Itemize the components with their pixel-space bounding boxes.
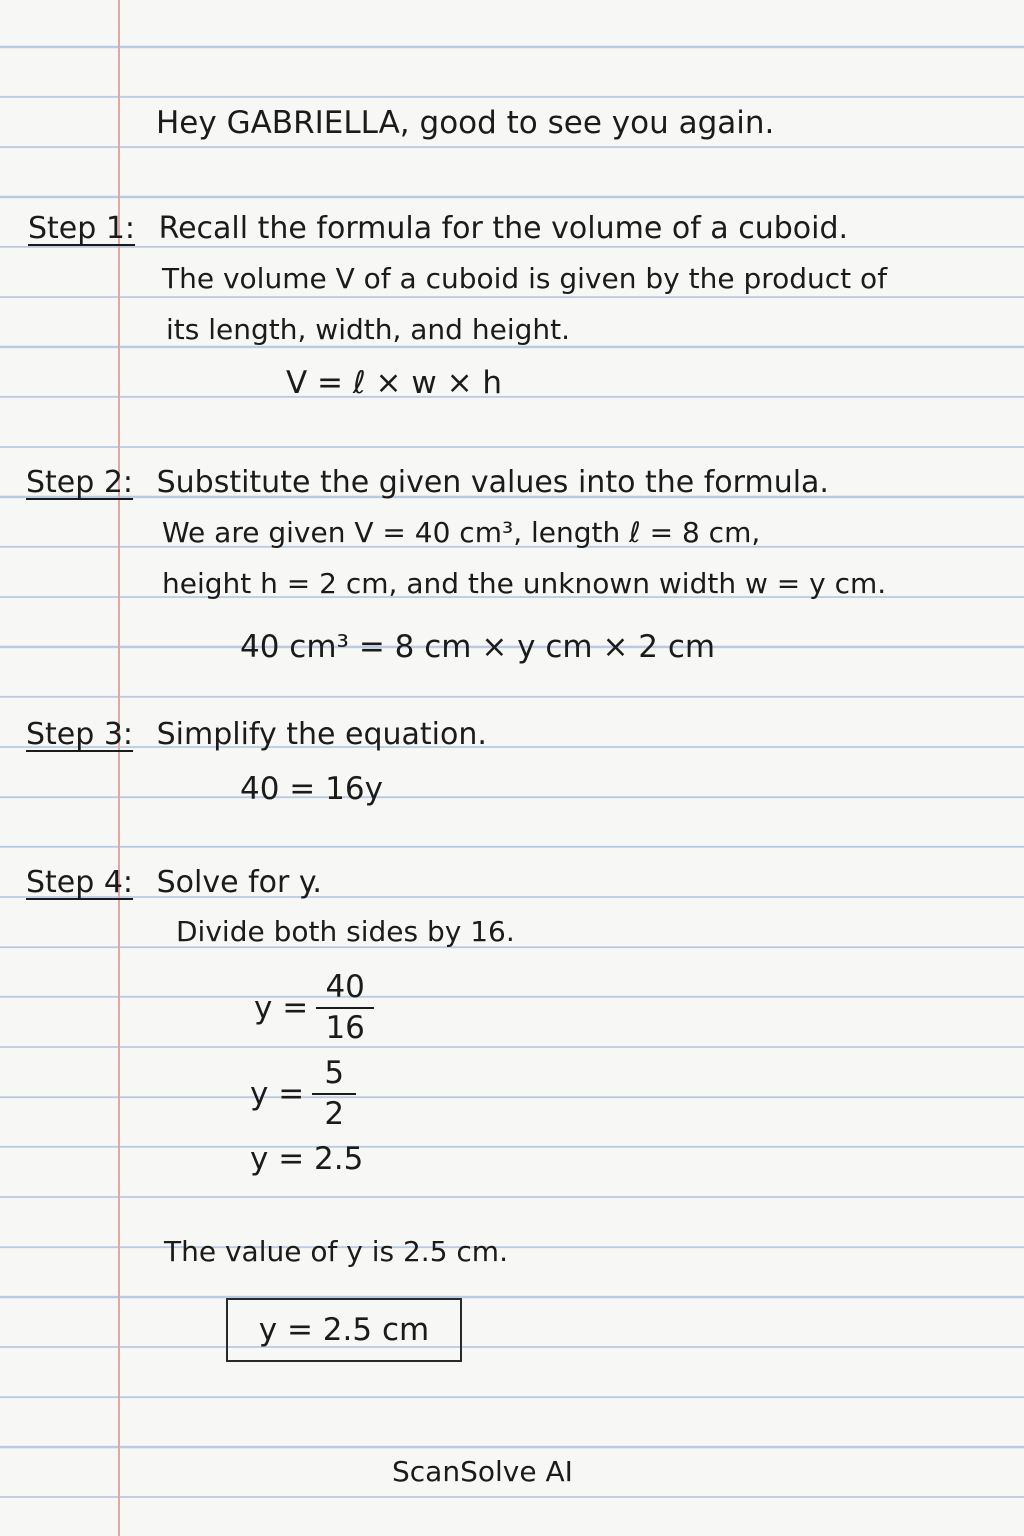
step-4	[26, 865, 322, 900]
fraction-1-lhs: y =	[254, 989, 309, 1026]
step-2-title: Substitute the given values into the formula.	[156, 465, 829, 500]
fraction-2-numerator: 5	[324, 1055, 345, 1091]
answer-text: y = 2.5 cm	[258, 1312, 430, 1348]
brand-footer: ScanSolve AI	[392, 1455, 573, 1488]
greeting: Hey GABRIELLA, good to see you again.	[156, 105, 775, 141]
fraction-2-lhs: y =	[250, 1075, 305, 1112]
step-2-line-2: height h = 2 cm, and the unknown width w = y cm.	[162, 567, 887, 600]
answer-box	[226, 1298, 462, 1362]
step-1	[28, 211, 849, 246]
step-1-line-1: The volume V of a cuboid is given by the product of	[162, 262, 888, 295]
fraction-2-denominator: 2	[324, 1096, 345, 1132]
step-1-title: Recall the formula for the volume of a cuboid.	[158, 211, 849, 246]
fraction-5-over-2	[250, 1055, 356, 1132]
step-3	[26, 717, 487, 752]
step-1-line-2: its length, width, and height.	[166, 313, 571, 346]
step-3-label: Step 3:	[26, 717, 134, 752]
step-1-label: Step 1:	[28, 211, 136, 246]
fraction-1-denominator: 16	[325, 1010, 365, 1046]
step-2-label: Step 2:	[26, 465, 134, 500]
step-4-label: Step 4:	[26, 865, 134, 900]
fraction-1	[316, 969, 374, 1046]
step-4-equation: y = 2.5	[250, 1141, 364, 1177]
step-3-equation: 40 = 16y	[240, 771, 383, 807]
step-2	[26, 465, 829, 500]
step-1-equation: V = ℓ × w × h	[286, 365, 503, 401]
step-4-line-1: Divide both sides by 16.	[176, 915, 515, 948]
fraction-2	[312, 1055, 356, 1132]
step-4-title: Solve for y.	[156, 865, 322, 900]
step-3-title: Simplify the equation.	[156, 717, 487, 752]
step-2-equation: 40 cm³ = 8 cm × y cm × 2 cm	[240, 629, 716, 665]
conclusion: The value of y is 2.5 cm.	[164, 1235, 508, 1268]
fraction-1-numerator: 40	[325, 969, 365, 1005]
fraction-40-over-16	[254, 969, 374, 1046]
step-2-line-1: We are given V = 40 cm³, length ℓ = 8 cm,	[162, 516, 761, 549]
